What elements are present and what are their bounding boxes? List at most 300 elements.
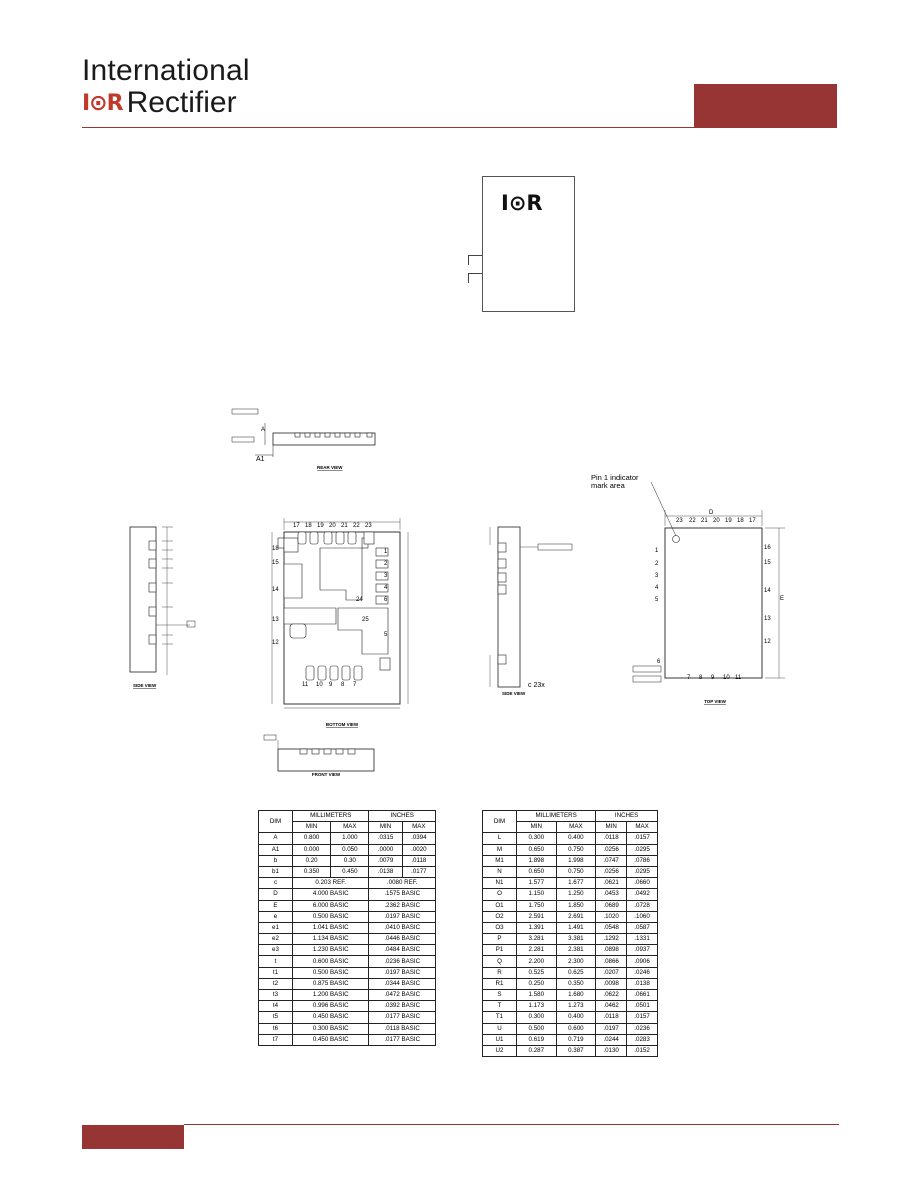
pin-label: 2	[384, 561, 388, 567]
table-cell: .0000	[369, 844, 402, 855]
pin-label: 6	[384, 597, 388, 603]
in-header: INCHES	[369, 811, 436, 822]
table-cell: t1	[259, 967, 293, 978]
min-header: MIN	[517, 822, 557, 833]
table-row	[259, 1012, 436, 1023]
table-cell: 2.691	[556, 911, 596, 922]
table-cell: t7	[259, 1034, 293, 1045]
pin-label: 22	[353, 523, 360, 529]
pin-label: 21	[341, 523, 348, 529]
table-cell: 0.800	[293, 833, 331, 844]
table-cell: 1.850	[556, 900, 596, 911]
table-cell: 0.350	[556, 978, 596, 989]
dim-header: DIM	[483, 811, 517, 833]
table-cell: 0.600 BASIC	[293, 956, 369, 967]
pin-label: 23	[676, 518, 683, 524]
table-cell: .0236 BASIC	[369, 956, 436, 967]
d-label: D	[709, 510, 714, 516]
pin-label: 3	[384, 573, 388, 579]
table-cell: .0394	[402, 833, 435, 844]
package-ir-logo: I⊙R	[501, 191, 543, 215]
pin-label: 25	[362, 617, 369, 623]
table-cell: .0197	[596, 1023, 627, 1034]
table-cell: U1	[483, 1034, 517, 1045]
pin-label: 4	[655, 585, 659, 591]
pin-label: 7	[687, 675, 691, 681]
table-cell: .0236	[627, 1023, 658, 1034]
max-header: MAX	[556, 822, 596, 833]
table-cell: .0728	[627, 900, 658, 911]
table-cell: .0283	[627, 1034, 658, 1045]
table-cell: 0.350	[293, 866, 331, 877]
table-cell: T	[483, 1001, 517, 1012]
side-view-left-drawing	[125, 515, 205, 695]
pin-label: 10	[316, 682, 323, 688]
table-cell: .0898	[596, 945, 627, 956]
table-cell: D	[259, 889, 293, 900]
pin-label: 15	[272, 560, 279, 566]
table-cell: 1.998	[556, 855, 596, 866]
table-cell: 0.450 BASIC	[293, 1034, 369, 1045]
table-row	[259, 1001, 436, 1012]
table-row	[259, 956, 436, 967]
pin-label: 22	[689, 518, 696, 524]
side-view-left-title: SIDE VIEW	[133, 683, 157, 688]
table-cell: 0.000	[293, 844, 331, 855]
pin-label: 11	[735, 675, 742, 681]
table-row	[259, 855, 436, 866]
table-cell: t4	[259, 1001, 293, 1012]
marking-leader-1v	[468, 255, 469, 265]
table-cell: R1	[483, 978, 517, 989]
table-cell: 0.500 BASIC	[293, 967, 369, 978]
company-logo	[82, 56, 250, 118]
pin-label: 18	[305, 523, 312, 529]
table-cell: e3	[259, 945, 293, 956]
package-marking	[482, 176, 575, 312]
table-cell: 1.680	[556, 990, 596, 1001]
table-row	[483, 878, 658, 889]
table-cell: t3	[259, 990, 293, 1001]
table-cell: .0747	[596, 855, 627, 866]
table-cell: 1.580	[517, 990, 557, 1001]
table-row	[483, 934, 658, 945]
table-cell: 1.750	[517, 900, 557, 911]
table-cell: 0.050	[331, 844, 369, 855]
table-cell: 2.300	[556, 956, 596, 967]
table-cell: .0138	[627, 978, 658, 989]
pin1-indicator-label	[591, 474, 639, 490]
table-cell: 0.600	[556, 1023, 596, 1034]
table-cell: .0462	[596, 1001, 627, 1012]
table-cell: 1.041 BASIC	[293, 922, 369, 933]
table-cell: .0446 BASIC	[369, 934, 436, 945]
table-cell: .0315	[369, 833, 402, 844]
pin-label: 8	[699, 675, 703, 681]
table-cell: e2	[259, 934, 293, 945]
pin-label: 1	[384, 549, 388, 555]
table-cell: 0.30	[331, 855, 369, 866]
table-cell: E	[259, 900, 293, 911]
table-cell: .0246	[627, 967, 658, 978]
logo-rectifier: Rectifier	[126, 86, 237, 119]
table-cell: .0786	[627, 855, 658, 866]
table-cell: t	[259, 956, 293, 967]
table-cell: 1.200 BASIC	[293, 990, 369, 1001]
pin-label: 21	[701, 518, 708, 524]
rear-view-title: REAR VIEW	[317, 465, 343, 470]
table-row	[483, 956, 658, 967]
table-cell: .0295	[627, 866, 658, 877]
table-cell: 1.173	[517, 1001, 557, 1012]
max-header: MAX	[627, 822, 658, 833]
table-cell: .1060	[627, 911, 658, 922]
table-cell: O1	[483, 900, 517, 911]
table-cell: 0.300	[517, 833, 557, 844]
table-cell: 6.000 BASIC	[293, 900, 369, 911]
pin1-label-line1: Pin 1 indicator	[591, 473, 639, 482]
pin-label: 2	[655, 561, 659, 567]
table-cell: 1.677	[556, 878, 596, 889]
table-cell: U2	[483, 1045, 517, 1056]
table-cell: 0.300 BASIC	[293, 1023, 369, 1034]
table-row	[483, 855, 658, 866]
table-cell: .0138	[369, 866, 402, 877]
marking-leader-2	[468, 273, 482, 274]
e-label: E	[780, 596, 785, 602]
pin-label: 18	[737, 518, 744, 524]
pin-label: 20	[713, 518, 720, 524]
table-cell: .0492	[627, 889, 658, 900]
table-cell: .0118	[596, 833, 627, 844]
table-cell: .0177	[402, 866, 435, 877]
table-row	[483, 833, 658, 844]
pin-label: 19	[725, 518, 732, 524]
pin-label: 17	[749, 518, 756, 524]
table-cell: 0.875 BASIC	[293, 978, 369, 989]
table-cell: 0.20	[293, 855, 331, 866]
table-row	[259, 911, 436, 922]
table-cell: .0661	[627, 990, 658, 1001]
table-row	[259, 990, 436, 1001]
pin-label: 3	[655, 573, 659, 579]
table-row	[483, 866, 658, 877]
pin-label: 17	[293, 523, 300, 529]
table-row	[483, 978, 658, 989]
table-row	[483, 889, 658, 900]
table-cell: .0548	[596, 922, 627, 933]
in-header: INCHES	[596, 811, 658, 822]
table-cell: .0622	[596, 990, 627, 1001]
mm-header: MILLIMETERS	[517, 811, 596, 822]
table-row	[483, 1045, 658, 1056]
table-cell: .0157	[627, 833, 658, 844]
table-cell: .0197 BASIC	[369, 911, 436, 922]
table-cell: .0392 BASIC	[369, 1001, 436, 1012]
table-cell: .0866	[596, 956, 627, 967]
dimension-table-2	[482, 810, 658, 1057]
table-cell: 2.381	[556, 945, 596, 956]
bottom-view-title: BOTTOM VIEW	[325, 722, 359, 727]
table-cell: 1.273	[556, 1001, 596, 1012]
table-cell: .0177 BASIC	[369, 1012, 436, 1023]
table-cell: U	[483, 1023, 517, 1034]
table-cell: .0080 REF.	[369, 878, 436, 889]
table-cell: 0.619	[517, 1034, 557, 1045]
front-view-title: FRONT VIEW	[311, 772, 341, 777]
table-cell: 1.230 BASIC	[293, 945, 369, 956]
table-cell: .0587	[627, 922, 658, 933]
table-row	[483, 1034, 658, 1045]
table-row	[259, 922, 436, 933]
top-view-title: TOP VIEW	[704, 699, 726, 704]
table-cell: 0.996 BASIC	[293, 1001, 369, 1012]
pin-label: 9	[329, 682, 333, 688]
min-header: MIN	[369, 822, 402, 833]
table-cell: .0621	[596, 878, 627, 889]
table-row	[259, 1023, 436, 1034]
table-row	[483, 900, 658, 911]
pin-label: 6	[657, 659, 661, 665]
table-cell: N1	[483, 878, 517, 889]
table-cell: 0.719	[556, 1034, 596, 1045]
bottom-view-drawing	[262, 508, 422, 733]
dimension-table-1	[258, 810, 436, 1046]
table-cell: .0410 BASIC	[369, 922, 436, 933]
table-cell: N	[483, 866, 517, 877]
table-row	[259, 978, 436, 989]
pin-label: 5	[655, 597, 659, 603]
table-cell: .0118	[402, 855, 435, 866]
table-row	[259, 900, 436, 911]
table-cell: 0.300	[517, 1012, 557, 1023]
table-row	[483, 1001, 658, 1012]
table-cell: c	[259, 878, 293, 889]
table-cell: 0.650	[517, 866, 557, 877]
table-cell: .0344 BASIC	[369, 978, 436, 989]
pin-label: 14	[272, 587, 279, 593]
table-cell: R	[483, 967, 517, 978]
pin-label: 16	[764, 545, 771, 551]
a1-label: A1	[256, 456, 265, 463]
table-cell: O3	[483, 922, 517, 933]
table-row	[259, 889, 436, 900]
table-cell: 0.203 REF.	[293, 878, 369, 889]
header-rule	[82, 127, 837, 128]
table-cell: .0453	[596, 889, 627, 900]
table-cell: .0256	[596, 866, 627, 877]
table-cell: .1331	[627, 934, 658, 945]
table-cell: O	[483, 889, 517, 900]
table-cell: 1.000	[331, 833, 369, 844]
pin-label: 15	[764, 560, 771, 566]
table-cell: 1.577	[517, 878, 557, 889]
table-cell: P	[483, 934, 517, 945]
pin-label: 20	[329, 523, 336, 529]
table-cell: .0098	[596, 978, 627, 989]
table-cell: 1.491	[556, 922, 596, 933]
table-cell: 3.281	[517, 934, 557, 945]
table-cell: Q	[483, 956, 517, 967]
pin-label: 8	[341, 682, 345, 688]
table-cell: t6	[259, 1023, 293, 1034]
pin-label: 12	[764, 639, 771, 645]
table-cell: 1.134 BASIC	[293, 934, 369, 945]
pin-label: 1	[655, 548, 659, 554]
table-cell: M1	[483, 855, 517, 866]
a-label: A	[261, 427, 266, 433]
table-row	[259, 833, 436, 844]
table-cell: 0.450	[331, 866, 369, 877]
table-cell: .1575 BASIC	[369, 889, 436, 900]
table-cell: O2	[483, 911, 517, 922]
ir-logo-mark: I⊙R	[82, 90, 123, 116]
side-view-right-title: SIDE VIEW	[502, 691, 526, 695]
min-header: MIN	[293, 822, 331, 833]
table-cell: b1	[259, 866, 293, 877]
table-cell: 0.525	[517, 967, 557, 978]
pin-label: 5	[384, 632, 388, 638]
table-cell: .0157	[627, 1012, 658, 1023]
pin-label: 10	[723, 675, 730, 681]
pin-label: 24	[356, 597, 363, 603]
pin-label: 18	[272, 546, 279, 552]
table-cell: 0.625	[556, 967, 596, 978]
table-cell: .0118	[596, 1012, 627, 1023]
table-row	[483, 911, 658, 922]
table-cell: A1	[259, 844, 293, 855]
table-row	[483, 844, 658, 855]
pin-label: 4	[384, 585, 388, 591]
table-row	[259, 878, 436, 889]
table-cell: .0484 BASIC	[369, 945, 436, 956]
table-cell: .0197 BASIC	[369, 967, 436, 978]
table-cell: 0.400	[556, 1012, 596, 1023]
table-cell: 0.400	[556, 833, 596, 844]
table-cell: 2.200	[517, 956, 557, 967]
table-row	[259, 934, 436, 945]
table-row	[259, 967, 436, 978]
table-cell: .0295	[627, 844, 658, 855]
marking-leader-2v	[468, 273, 469, 283]
table-cell: t2	[259, 978, 293, 989]
table-cell: 0.287	[517, 1045, 557, 1056]
max-header: MAX	[331, 822, 369, 833]
table-cell: .0207	[596, 967, 627, 978]
table-cell: 1.150	[517, 889, 557, 900]
table-cell: 3.381	[556, 934, 596, 945]
table-cell: 0.750	[556, 844, 596, 855]
mm-header: MILLIMETERS	[293, 811, 369, 822]
table-row	[483, 1023, 658, 1034]
table-cell: M	[483, 844, 517, 855]
table-cell: A	[259, 833, 293, 844]
table-row	[259, 844, 436, 855]
pin-label: 19	[317, 523, 324, 529]
logo-international: International	[82, 54, 250, 87]
table-cell: t5	[259, 1012, 293, 1023]
table-cell: 0.450 BASIC	[293, 1012, 369, 1023]
footer-red-block	[82, 1125, 184, 1149]
footer-rule	[184, 1124, 839, 1125]
table-cell: .0906	[627, 956, 658, 967]
table-cell: 0.250	[517, 978, 557, 989]
pin-label: 13	[272, 617, 279, 623]
table-row	[483, 922, 658, 933]
table-cell: e	[259, 911, 293, 922]
table-row	[483, 990, 658, 1001]
table-cell: .0689	[596, 900, 627, 911]
table-cell: 2.281	[517, 945, 557, 956]
table-cell: 0.387	[556, 1045, 596, 1056]
table-cell: 1.898	[517, 855, 557, 866]
table-cell: S	[483, 990, 517, 1001]
table-cell: .0130	[596, 1045, 627, 1056]
table-cell: 0.500	[517, 1023, 557, 1034]
table-cell: 1.250	[556, 889, 596, 900]
table-cell: .0937	[627, 945, 658, 956]
max-header: MAX	[402, 822, 435, 833]
pin-label: 9	[711, 675, 715, 681]
table-cell: b	[259, 855, 293, 866]
header-red-block	[694, 84, 837, 128]
table-cell: 0.650	[517, 844, 557, 855]
table-row	[259, 1034, 436, 1045]
pin1-label-line2: mark area	[591, 481, 625, 490]
dim-header: DIM	[259, 811, 293, 833]
pin-label: 14	[764, 588, 771, 594]
table-row	[483, 1012, 658, 1023]
pin-label: 12	[272, 640, 279, 646]
pin-label: 23	[365, 523, 372, 529]
table-cell: 0.750	[556, 866, 596, 877]
table-cell: e1	[259, 922, 293, 933]
table-cell: .0660	[627, 878, 658, 889]
table-cell: .2362 BASIC	[369, 900, 436, 911]
table-cell: .1020	[596, 911, 627, 922]
pin-label: 7	[353, 682, 357, 688]
table-cell: .0152	[627, 1045, 658, 1056]
table-cell: P1	[483, 945, 517, 956]
table-row	[483, 967, 658, 978]
table-cell: .0079	[369, 855, 402, 866]
table-cell: L	[483, 833, 517, 844]
table-cell: 1.391	[517, 922, 557, 933]
table-cell: .1292	[596, 934, 627, 945]
front-view-drawing	[262, 732, 382, 777]
pin-label: 13	[764, 616, 771, 622]
table-cell: .0244	[596, 1034, 627, 1045]
c-label: c 23x	[528, 682, 545, 689]
table-row	[259, 945, 436, 956]
table-cell: 2.591	[517, 911, 557, 922]
table-row	[259, 866, 436, 877]
table-cell: 0.500 BASIC	[293, 911, 369, 922]
side-view-right-drawing	[480, 515, 580, 695]
table-cell: .0501	[627, 1001, 658, 1012]
table-cell: .0256	[596, 844, 627, 855]
table-cell: T1	[483, 1012, 517, 1023]
rear-view-drawing	[225, 405, 385, 475]
table-cell: .0177 BASIC	[369, 1034, 436, 1045]
table-cell: .0472 BASIC	[369, 990, 436, 1001]
pin-label: 11	[302, 682, 309, 688]
table-row	[483, 945, 658, 956]
marking-leader-1	[468, 255, 482, 256]
table-cell: 4.000 BASIC	[293, 889, 369, 900]
table-cell: .0118 BASIC	[369, 1023, 436, 1034]
table-cell: .0020	[402, 844, 435, 855]
